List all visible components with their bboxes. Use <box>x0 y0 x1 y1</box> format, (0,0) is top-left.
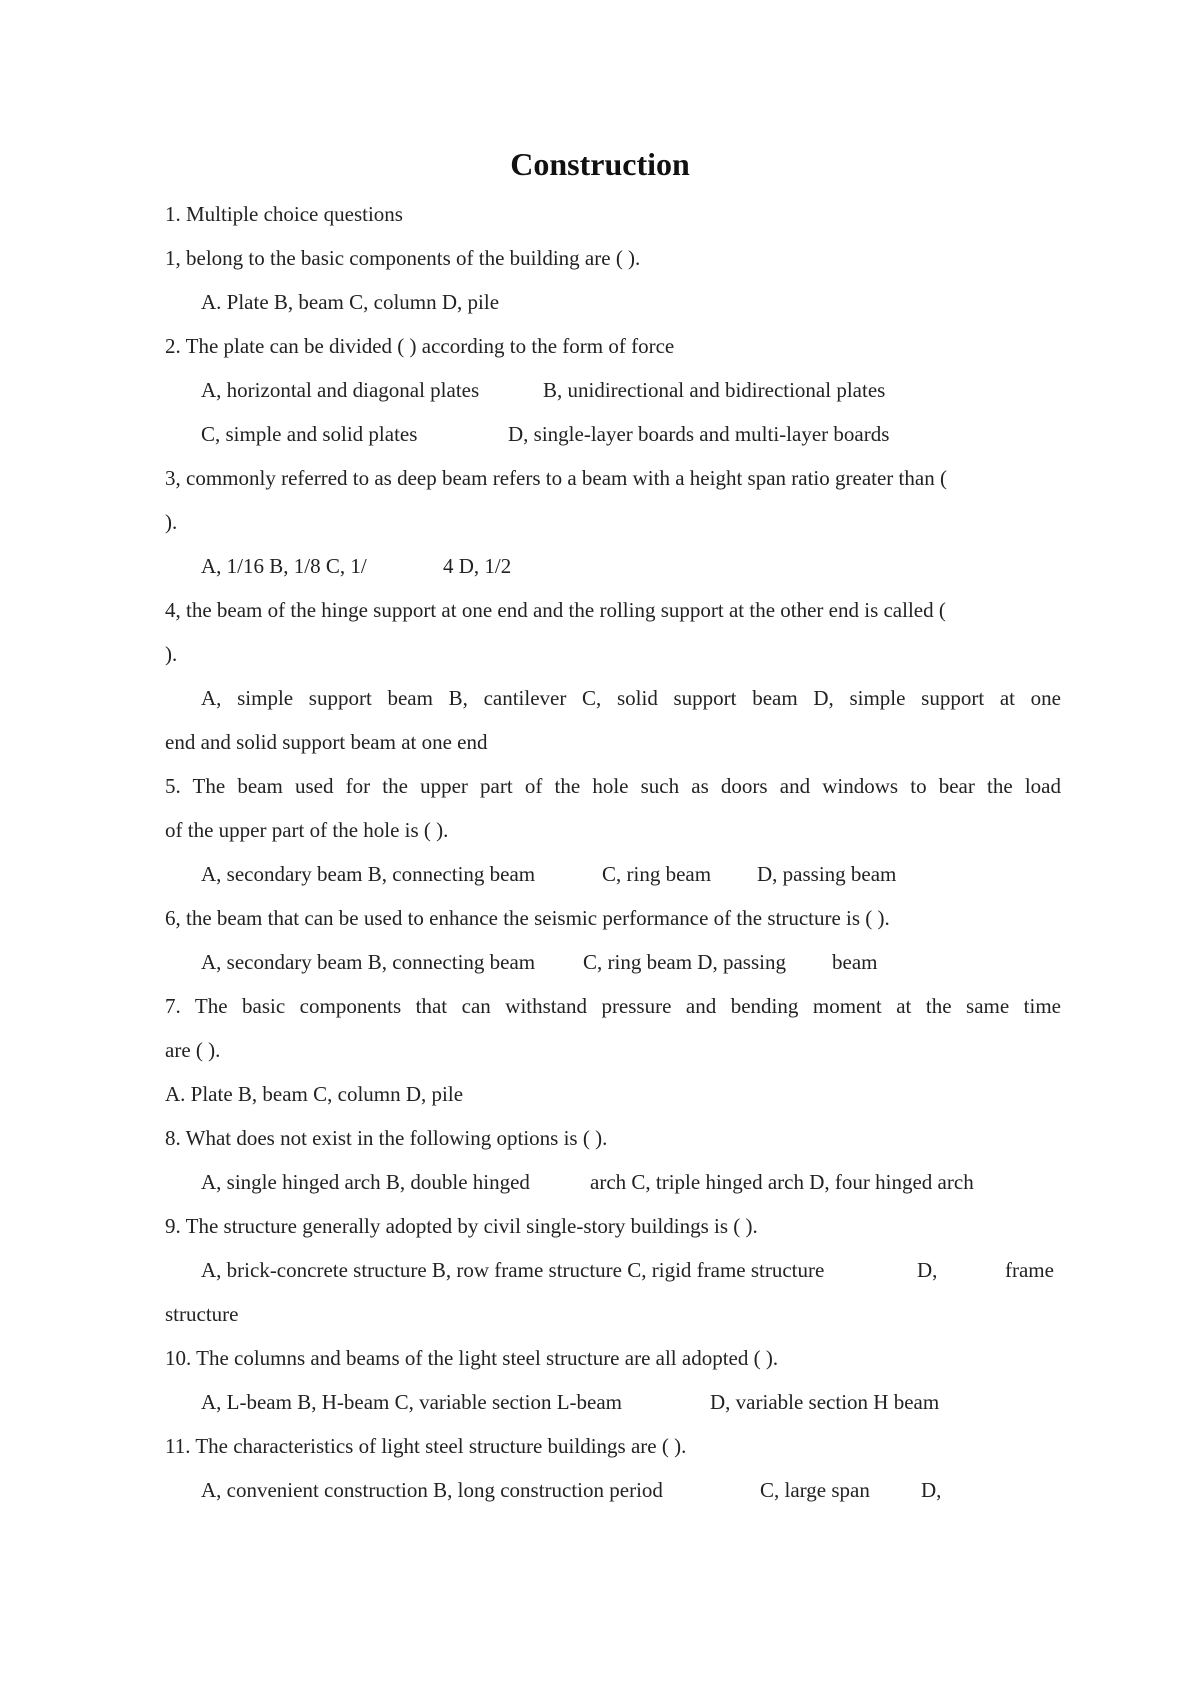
question-5-option-d: D, passing beam <box>757 862 897 886</box>
document-title: Construction <box>510 146 690 182</box>
question-5-option-c: C, ring beam <box>602 862 712 886</box>
question-2-option-c: C, simple and solid plates <box>201 422 418 446</box>
question-2-option-b: B, unidirectional and bidirectional plates <box>543 378 886 402</box>
question-10-option-abc: A, L-beam B, H-beam C, variable section L-beam <box>201 1390 623 1414</box>
section-heading: 1. Multiple choice questions <box>165 202 403 226</box>
question-4-continuation: ). <box>165 642 178 666</box>
question-7: 7. The basic components that can withstand pressure and bending moment at the same time <box>165 994 1061 1018</box>
question-5-option-ab: A, secondary beam B, connecting beam <box>201 862 536 886</box>
question-3: 3, commonly referred to as deep beam refers to a beam with a height span ratio greater than ( <box>165 466 947 490</box>
question-8: 8. What does not exist in the following options is ( ). <box>165 1126 608 1150</box>
question-10-option-d: D, variable section H beam <box>710 1390 940 1414</box>
question-8-option-bcd: arch C, triple hinged arch D, four hinged arch <box>590 1170 974 1194</box>
question-10: 10. The columns and beams of the light steel structure are all adopted ( ). <box>165 1346 779 1370</box>
question-3-options-part-1: A, 1/16 B, 1/8 C, 1/ <box>201 554 367 578</box>
question-11-option-ab: A, convenient construction B, long construction period <box>201 1478 663 1502</box>
question-1-options: A. Plate B, beam C, column D, pile <box>201 290 500 314</box>
question-2-option-a: A, horizontal and diagonal plates <box>201 378 480 402</box>
question-6-option-d-end: beam <box>832 950 878 974</box>
question-1: 1, belong to the basic components of the building are ( ). <box>165 246 641 270</box>
question-9-option-abc: A, brick-concrete structure B, row frame structure C, rigid frame structure <box>201 1258 825 1282</box>
question-9-continuation: structure <box>165 1302 239 1326</box>
question-9-option-d-text: frame <box>1005 1258 1054 1282</box>
question-6-option-ab: A, secondary beam B, connecting beam <box>201 950 536 974</box>
question-2: 2. The plate can be divided ( ) according to the form of force <box>165 334 675 358</box>
question-3-options-part-2: 4 D, 1/2 <box>443 554 512 578</box>
question-8-option-ab: A, single hinged arch B, double hinged <box>201 1170 530 1194</box>
question-4-options: A, simple support beam B, cantilever C, solid support beam D, simple support at one <box>201 686 1061 710</box>
question-7-options: A. Plate B, beam C, column D, pile <box>165 1082 464 1106</box>
question-4-options-continuation: end and solid support beam at one end <box>165 730 488 754</box>
question-4: 4, the beam of the hinge support at one end and the rolling support at the other end is called ( <box>165 598 946 622</box>
question-9: 9. The structure generally adopted by civil single-story buildings is ( ). <box>165 1214 758 1238</box>
question-11-option-c: C, large span <box>760 1478 870 1502</box>
question-11-option-d: D, <box>921 1478 942 1502</box>
question-6-option-cd: C, ring beam D, passing <box>583 950 786 974</box>
question-6: 6, the beam that can be used to enhance the seismic performance of the structure is ( ). <box>165 906 890 930</box>
question-2-option-d: D, single-layer boards and multi-layer boards <box>508 422 890 446</box>
question-9-option-d: D, <box>917 1258 938 1282</box>
question-7-continuation: are ( ). <box>165 1038 221 1062</box>
question-5: 5. The beam used for the upper part of the hole such as doors and windows to bear the load <box>165 774 1061 798</box>
question-11: 11. The characteristics of light steel structure buildings are ( ). <box>165 1434 687 1458</box>
question-5-continuation: of the upper part of the hole is ( ). <box>165 818 449 842</box>
question-3-continuation: ). <box>165 510 178 534</box>
